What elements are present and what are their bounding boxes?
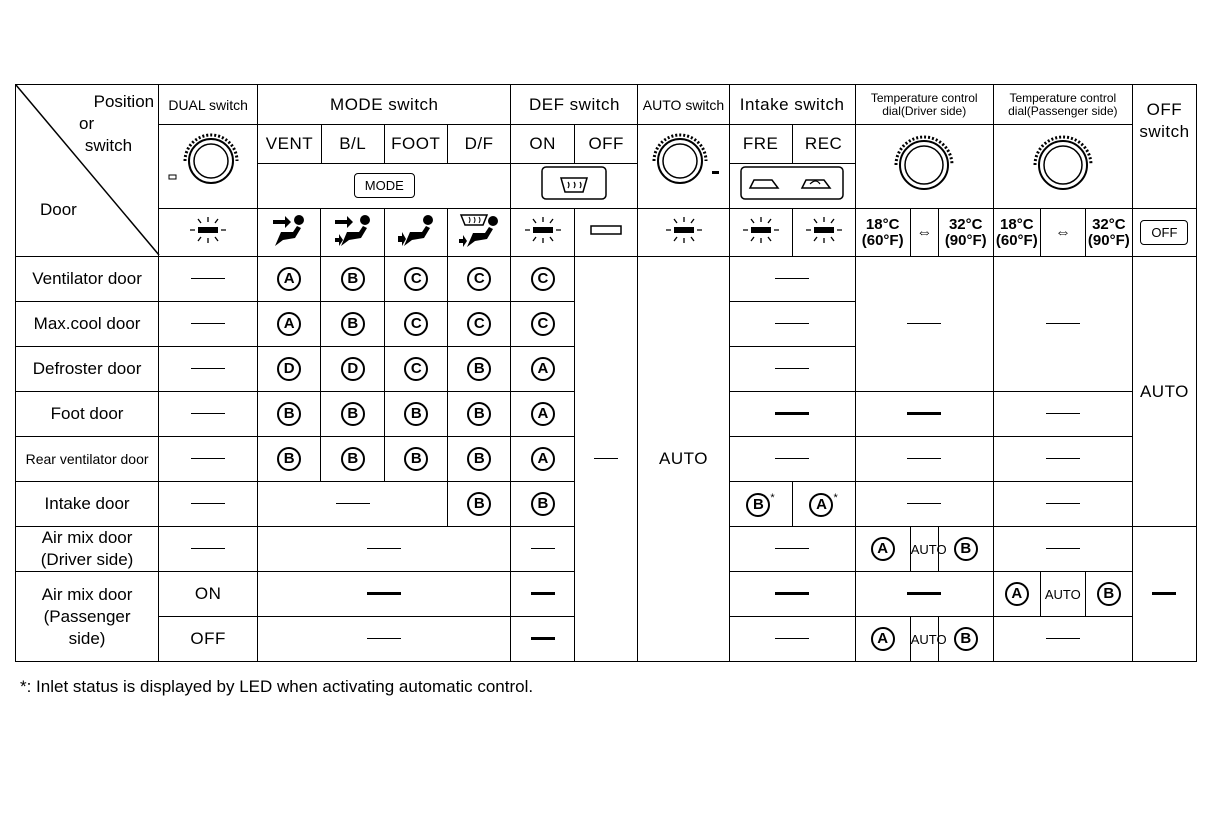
mode-vent: VENT <box>258 125 321 163</box>
foot-airflow-cell <box>385 209 448 257</box>
position-badge: B <box>954 627 978 651</box>
df-airflow-cell <box>448 209 511 257</box>
def-switch-header: DEF switch <box>511 85 638 125</box>
dual-on-cell: ON <box>159 572 258 617</box>
intake-switch-header: Intake switch <box>729 85 855 125</box>
auto-knob-cell <box>638 125 729 209</box>
door-label: Door <box>40 200 77 219</box>
position-badge: A <box>871 627 895 651</box>
position-badge: B <box>531 492 555 516</box>
row-label-airmix-passenger: Air mix door (Passenger side) <box>16 572 159 662</box>
position-badge: A <box>1005 582 1029 606</box>
temp-passenger-knob-icon[interactable] <box>998 125 1128 203</box>
position-badge: B <box>1097 582 1121 606</box>
temp-driver-header: Temperature control dial(Driver side) <box>855 85 993 125</box>
position-badge: B <box>954 537 978 561</box>
temp-driver-low: 18°C (60°F) <box>855 209 910 257</box>
footnote: *: Inlet status is displayed by LED when activating automatic control. <box>20 677 534 696</box>
position-label: Position or switch <box>78 92 155 155</box>
mode-positions-cell <box>258 125 511 209</box>
bl-airflow-icon <box>333 212 373 248</box>
temp-passenger-arrow: ⇔ <box>1040 209 1085 257</box>
position-badge: B <box>404 447 428 471</box>
rec-indicator-cell <box>792 209 855 257</box>
auto-column: AUTO <box>638 257 729 662</box>
fre-indicator-cell <box>729 209 792 257</box>
off-switch-header: OFF switch <box>1132 85 1196 209</box>
position-badge: A <box>277 312 301 336</box>
defrost-button-icon[interactable] <box>541 166 607 200</box>
position-badge: B <box>467 402 491 426</box>
def-off-column <box>575 257 638 662</box>
auto-cell: AUTO <box>910 527 938 572</box>
dual-knob-cell <box>159 125 258 209</box>
led-on-icon <box>521 215 565 245</box>
position-badge: A <box>531 402 555 426</box>
position-badge: B <box>277 402 301 426</box>
position-badge: C <box>531 312 555 336</box>
foot-airflow-icon <box>396 212 436 248</box>
auto-cell: AUTO <box>910 617 938 662</box>
row-label-maxcool: Max.cool door <box>16 302 159 347</box>
temp-driver-arrow: ⇔ <box>910 209 938 257</box>
off-button[interactable]: OFF <box>1140 220 1188 245</box>
row-label-defroster: Defroster door <box>16 347 159 392</box>
position-badge: B <box>467 492 491 516</box>
intake-positions-cell <box>729 125 855 209</box>
position-badge: B <box>341 447 365 471</box>
def-on: ON <box>511 125 574 163</box>
position-badge: A <box>277 267 301 291</box>
position-badge: B <box>404 402 428 426</box>
position-badge: A <box>871 537 895 561</box>
position-badge: C <box>531 267 555 291</box>
bl-airflow-cell <box>321 209 385 257</box>
position-badge: C <box>404 267 428 291</box>
position-badge: B <box>341 312 365 336</box>
led-on-icon <box>186 215 230 245</box>
led-off-icon <box>589 223 623 237</box>
dual-indicator-cell <box>159 209 258 257</box>
position-badge: B <box>467 447 491 471</box>
def-off: OFF <box>574 125 637 163</box>
door-operation-table: Position or switch Door DUAL switch MODE switch DEF switch AUTO switch Intake switch Temperature control dial(Driver side) Temperature control dial(Passenger side) OFF switch VENT B/L FOOT D/F MODE ON OFF FRE REC 18°C (60°F) ⇔ 32°C (90°F) 18°C (60°F) ⇔ 32°C (90°F) OFF Ventilator door A B C C C AUTO AUTO Max.cool door A B C C C Defroster door D D C B A Foot door B B B B A Rear ventilator door B B B B A Intake door B B B * A * Air mix door (Driver side) A AUTO B Air mix door (Passenger side) ON A AUTO B OFF A AUTO B <box>15 84 1197 662</box>
auto-cell: AUTO <box>1040 572 1085 617</box>
vent-airflow-icon <box>269 212 309 248</box>
auto-switch-header: AUTO switch <box>638 85 729 125</box>
auto-indicator-cell <box>638 209 729 257</box>
dual-off-cell: OFF <box>159 617 258 662</box>
position-badge: C <box>404 357 428 381</box>
position-badge: B <box>341 267 365 291</box>
intake-rec: REC <box>792 125 855 163</box>
row-label-foot: Foot door <box>16 392 159 437</box>
dual-knob-icon[interactable] <box>163 125 253 203</box>
position-door-corner-cell <box>16 85 159 257</box>
mode-button[interactable]: MODE <box>354 173 415 198</box>
intake-fre: FRE <box>730 125 793 163</box>
position-badge: B <box>746 493 770 517</box>
position-badge: C <box>404 312 428 336</box>
position-badge: C <box>467 312 491 336</box>
auto-knob-icon[interactable] <box>640 125 728 203</box>
position-badge: D <box>277 357 301 381</box>
position-badge: A <box>809 493 833 517</box>
intake-button-icon[interactable] <box>740 166 844 200</box>
row-label-rearvent: Rear ventilator door <box>16 437 159 482</box>
dual-switch-header: DUAL switch <box>159 85 258 125</box>
position-badge: A <box>531 447 555 471</box>
row-label-ventilator: Ventilator door <box>16 257 159 302</box>
off-button-cell <box>1132 209 1196 257</box>
mode-switch-header: MODE switch <box>258 85 511 125</box>
def-on-indicator-cell <box>511 209 575 257</box>
position-badge: B <box>341 402 365 426</box>
cell <box>159 257 258 302</box>
def-positions-cell <box>511 125 638 209</box>
temp-passenger-high: 32°C (90°F) <box>1085 209 1132 257</box>
mode-bl: B/L <box>321 125 384 163</box>
led-on-icon <box>802 215 846 245</box>
door-operation-table-wrap <box>15 84 1197 660</box>
row-label-airmix-driver: Air mix door (Driver side) <box>16 527 159 572</box>
row-label-intake: Intake door <box>16 482 159 527</box>
led-on-icon <box>662 215 706 245</box>
off-auto-column: AUTO <box>1132 257 1196 527</box>
df-airflow-icon <box>457 211 501 249</box>
position-badge: A <box>531 357 555 381</box>
mode-df: D/F <box>447 125 510 163</box>
position-badge: C <box>467 267 491 291</box>
temp-passenger-low: 18°C (60°F) <box>993 209 1040 257</box>
vent-airflow-cell <box>258 209 321 257</box>
def-off-indicator-cell <box>575 209 638 257</box>
temp-passenger-knob-cell <box>993 125 1132 209</box>
position-badge: B <box>277 447 301 471</box>
temp-driver-high: 32°C (90°F) <box>938 209 993 257</box>
mode-foot: FOOT <box>384 125 447 163</box>
led-on-icon <box>739 215 783 245</box>
position-badge: D <box>341 357 365 381</box>
position-badge: B <box>467 357 491 381</box>
temp-driver-knob-icon[interactable] <box>859 125 989 203</box>
temp-passenger-header: Temperature control dial(Passenger side) <box>993 85 1132 125</box>
temp-driver-knob-cell <box>855 125 993 209</box>
